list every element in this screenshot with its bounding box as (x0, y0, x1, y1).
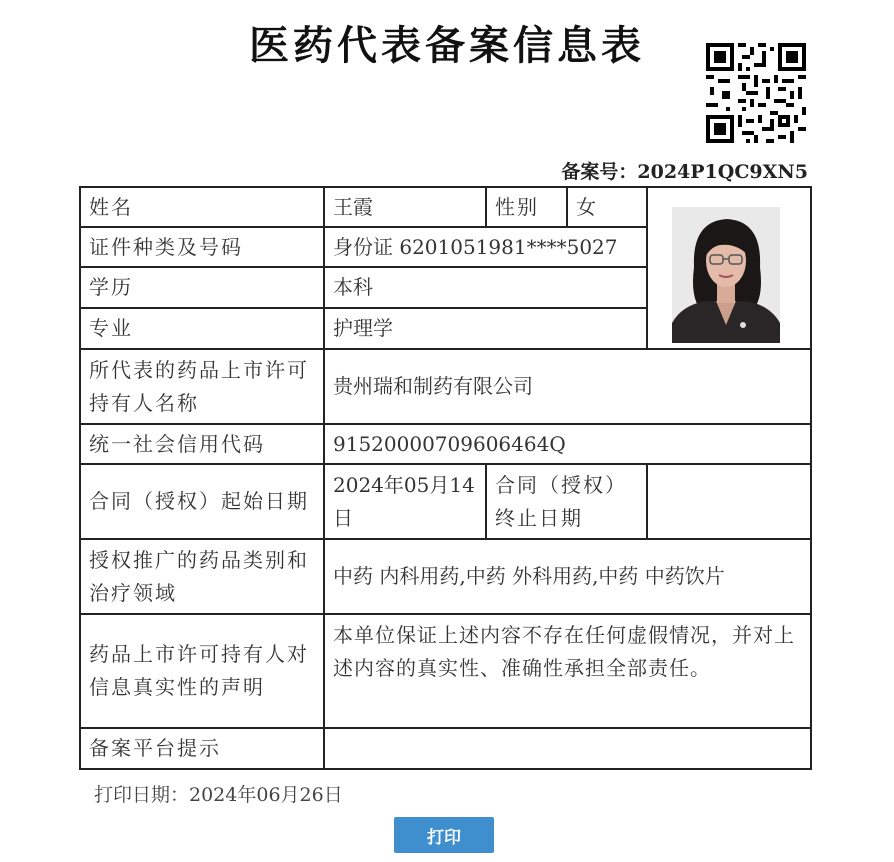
row-credit-code (80, 424, 811, 464)
registration-value: 2024P1QC9XN5 (637, 161, 808, 183)
category-label: 授权推广的药品类别和治疗领域 (80, 539, 324, 614)
name-label: 姓名 (80, 187, 324, 227)
platform-note-label: 备案平台提示 (80, 728, 324, 769)
print-date: 打印日期：2024年06月26日 (94, 784, 343, 806)
contract-start-label: 合同（授权）起始日期 (80, 464, 324, 539)
id-label: 证件种类及号码 (80, 227, 324, 267)
person-photo-icon (672, 207, 780, 343)
gender-label: 性别 (486, 187, 567, 227)
education-label: 学历 (80, 267, 324, 308)
credit-code-label: 统一社会信用代码 (80, 424, 324, 464)
name-value: 王霞 (324, 187, 486, 227)
id-value: 身份证 6201051981****5027 (324, 227, 647, 267)
credit-code-value: 91520000709606464Q (324, 424, 811, 464)
row-contract (80, 464, 811, 539)
contract-start-value: 2024年05月14日 (324, 464, 486, 539)
education-value: 本科 (324, 267, 647, 308)
photo-cell (647, 187, 811, 349)
row-platform-note (80, 728, 811, 769)
contract-end-label: 合同（授权）终止日期 (486, 464, 647, 539)
registration-number (561, 157, 808, 184)
row-holder (80, 349, 811, 424)
info-table (79, 186, 812, 770)
category-value: 中药 内科用药,中药 外科用药,中药 中药饮片 (324, 539, 811, 614)
platform-note-value (324, 728, 811, 769)
contract-end-value (647, 464, 811, 539)
holder-label: 所代表的药品上市许可持有人名称 (80, 349, 324, 424)
major-label: 专业 (80, 308, 324, 349)
declaration-label: 药品上市许可持有人对信息真实性的声明 (80, 614, 324, 728)
qr-code-icon (706, 43, 806, 143)
major-value: 护理学 (324, 308, 647, 349)
page-title: 医药代表备案信息表 (249, 23, 645, 69)
row-category (80, 539, 811, 614)
holder-value: 贵州瑞和制药有限公司 (324, 349, 811, 424)
declaration-value: 本单位保证上述内容不存在任何虚假情况，并对上述内容的真实性、准确性承担全部责任。 (324, 614, 811, 728)
row-declaration (80, 614, 811, 728)
gender-value: 女 (567, 187, 647, 227)
row-name (80, 187, 811, 227)
print-button[interactable]: 打印 (394, 817, 494, 853)
registration-label: 备案号： (561, 161, 638, 183)
